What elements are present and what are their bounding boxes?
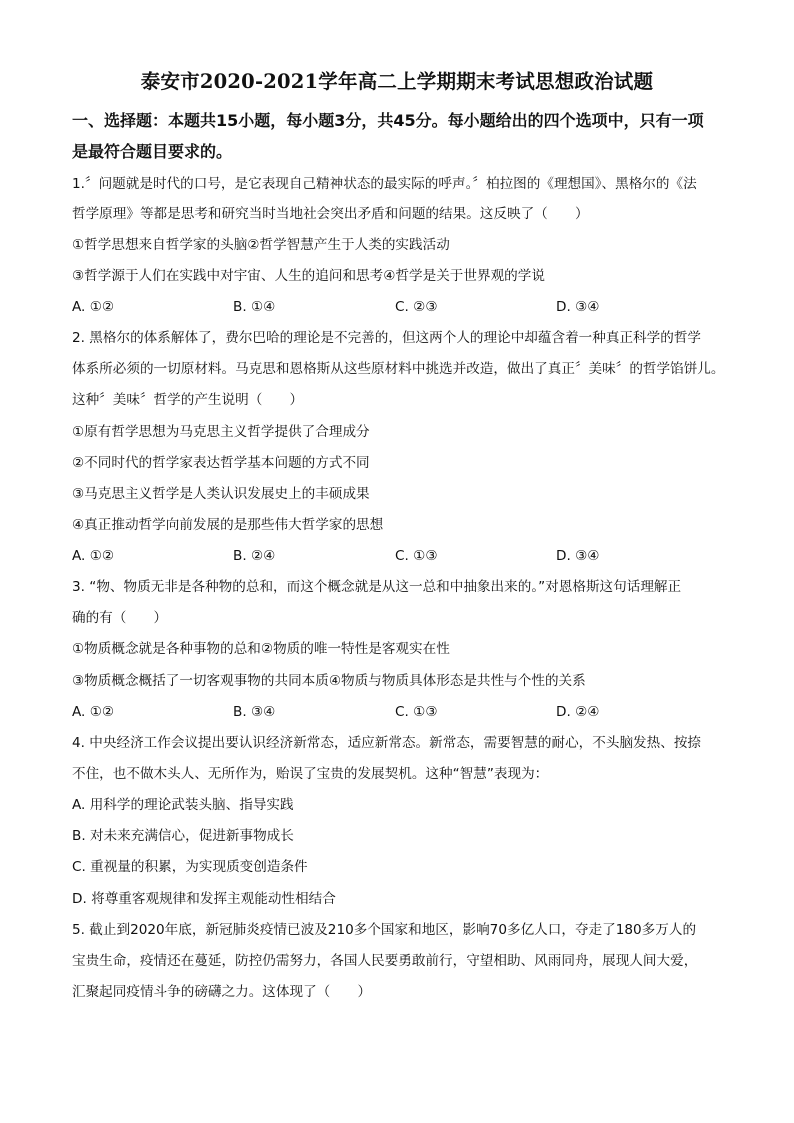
q2-stem-line-3: 这种〞美味〞哲学的产生说明（ ）	[72, 392, 304, 408]
q3-option-d: D. ②④	[556, 704, 600, 720]
q1-statement-1: ①哲学思想来自哲学家的头脑②哲学智慧产生于人类的实践活动	[72, 237, 450, 253]
q1-stem-line-1: 1.〞问题就是时代的口号，是它表现自己精神状态的最实际的呼声。〞柏拉图的《理想国》、黑格尔的《法	[72, 176, 697, 192]
q3-stem-line-1: 3. “物、物质无非是各种物的总和，而这个概念就是从这一总和中抽象出来的。”对恩格斯这句话理解正	[72, 579, 682, 595]
q3-statement-1: ①物质概念就是各种事物的总和②物质的唯一特性是客观实在性	[72, 641, 450, 657]
q2-statement-3: ③马克思主义哲学是人类认识发展史上的丰硕成果	[72, 486, 370, 502]
q2-statement-4: ④真正推动哲学向前发展的是那些伟大哲学家的思想	[72, 517, 384, 533]
q1-statement-2: ③哲学源于人们在实践中对宇宙、人生的追问和思考④哲学是关于世界观的学说	[72, 268, 545, 284]
q2-option-b: B. ②④	[233, 548, 276, 564]
q2-option-a: A. ①②	[72, 548, 115, 564]
q5-stem-line-1: 5. 截止到2020年底，新冠肺炎疫情已波及210多个国家和地区，影响70多亿人口，夺走了180多万人的	[72, 922, 697, 938]
q3-statement-2: ③物质概念概括了一切客观事物的共同本质④物质与物质具体形态是共性与个性的关系	[72, 673, 586, 689]
q5-stem-line-3: 汇聚起同疫情斗争的磅礴之力。这体现了（ ）	[72, 984, 372, 1000]
section-heading-line-1: 一、选择题：本题共15小题，每小题3分，共45分。每小题给出的四个选项中，只有一项	[72, 111, 704, 130]
q2-option-d: D. ③④	[556, 548, 600, 564]
exam-title: 泰安市2020-2021学年高二上学期期末考试思想政治试题	[140, 70, 654, 93]
q1-option-d: D. ③④	[556, 299, 600, 315]
q4-stem-line-1: 4. 中央经济工作会议提出要认识经济新常态，适应新常态。新常态，需要智慧的耐心，不头脑发热、按捺	[72, 735, 702, 751]
q2-statement-1: ①原有哲学思想为马克思主义哲学提供了合理成分	[72, 424, 370, 440]
q2-stem-line-2: 体系所必须的一切原材料。马克思和恩格斯从这些原材料中挑选并改造，做出了真正〞美味〞的哲学馅饼儿。	[72, 361, 725, 377]
q3-stem-line-2: 确的有（ ）	[72, 610, 168, 626]
q5-stem-line-2: 宝贵生命，疫情还在蔓延，防控仍需努力，各国人民要勇敢前行，守望相助、风雨同舟，展现人间大爱，	[72, 953, 698, 969]
q3-option-a: A. ①②	[72, 704, 115, 720]
q1-stem-line-2: 哲学原理》等都是思考和研究当时当地社会突出矛盾和问题的结果。这反映了（ ）	[72, 206, 589, 222]
q4-option-c: C. 重视量的积累，为实现质变创造条件	[72, 859, 308, 875]
section-heading-line-2: 是最符合题目要求的。	[72, 142, 233, 161]
q1-option-c: C. ②③	[395, 299, 438, 315]
q4-stem-line-2: 不住，也不做木头人、无所作为，贻误了宝贵的发展契机。这种“智慧”表现为：	[72, 766, 549, 782]
q1-option-b: B. ①④	[233, 299, 276, 315]
q2-stem-line-1: 2. 黑格尔的体系解体了，费尔巴哈的理论是不完善的，但这两个人的理论中却蕴含着一种真正科学的哲学	[72, 330, 702, 346]
q4-option-d: D. 将尊重客观规律和发挥主观能动性相结合	[72, 891, 336, 907]
q2-option-c: C. ①③	[395, 548, 438, 564]
q1-option-a: A. ①②	[72, 299, 115, 315]
q4-option-a: A. 用科学的理论武装头脑、指导实践	[72, 797, 294, 813]
q3-option-b: B. ③④	[233, 704, 276, 720]
q3-option-c: C. ①③	[395, 704, 438, 720]
q4-option-b: B. 对未来充满信心，促进新事物成长	[72, 828, 294, 844]
q2-statement-2: ②不同时代的哲学家表达哲学基本问题的方式不同	[72, 455, 370, 471]
